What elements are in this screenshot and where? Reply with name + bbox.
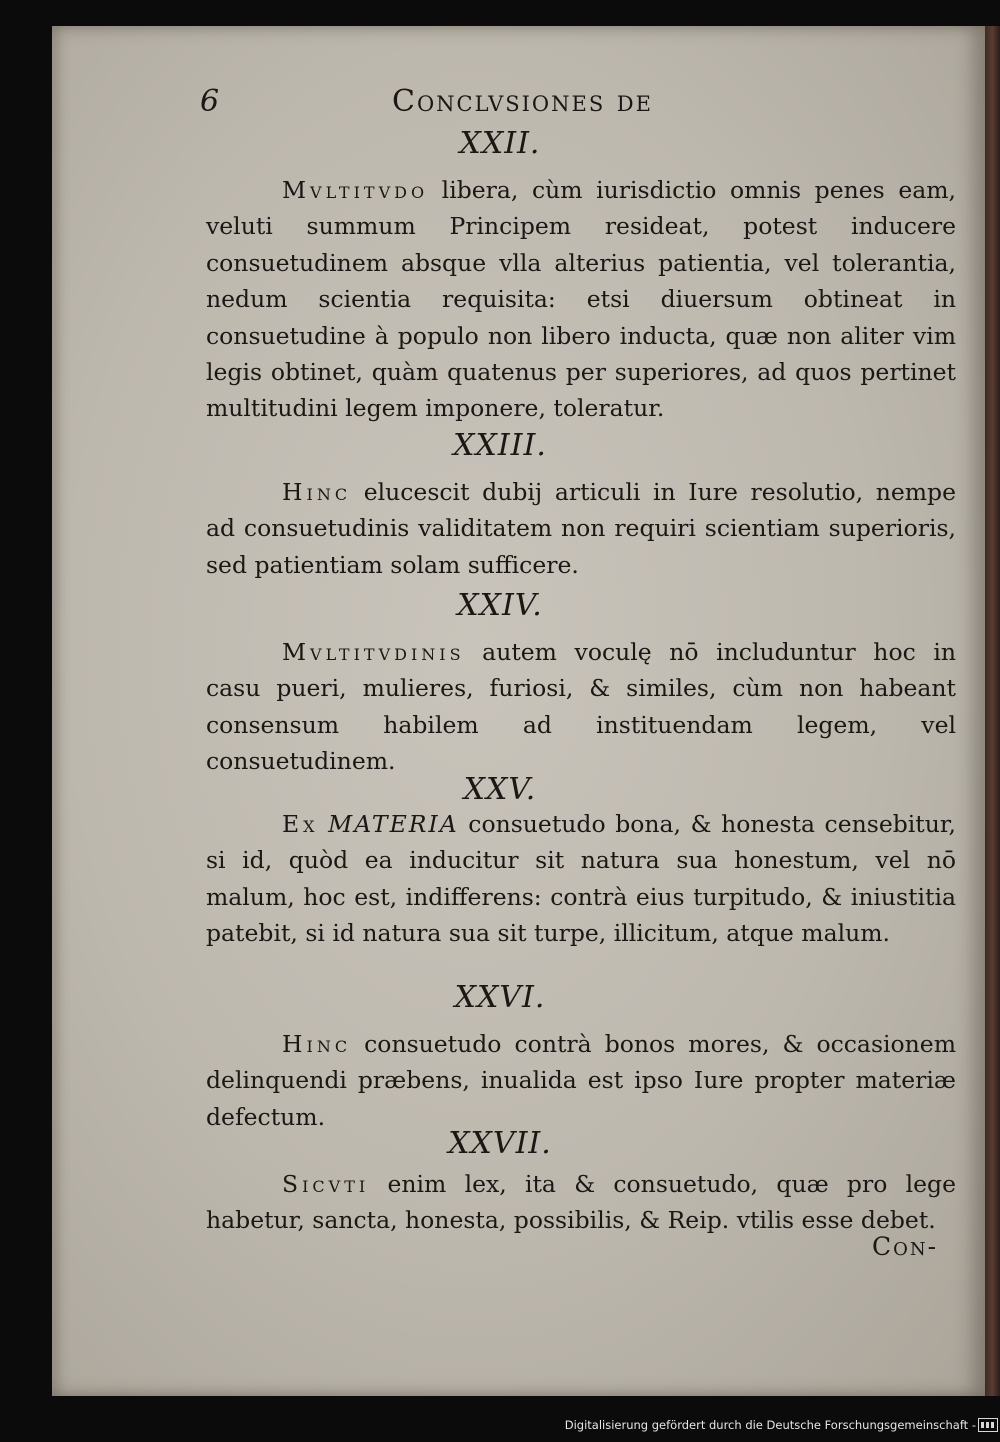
lead-word: Hinc bbox=[282, 478, 352, 506]
running-head: Conclvsiones de bbox=[392, 84, 653, 119]
section-heading: XXII. bbox=[459, 126, 541, 161]
section-paragraph bbox=[206, 474, 956, 583]
section-heading: XXV. bbox=[463, 772, 537, 807]
catchword: Con- bbox=[872, 1232, 939, 1261]
paragraph-text: libera, cùm iurisdictio omnis penes eam, veluti summum Principem resideat, potest inducere consuetudinem absque vlla alterius patientia, vel tolerantia, nedum scientia requisita: etsi diuersum obtineat in consuetudine à populo non libero inducta, quæ non aliter vim legis obtinet, quàm quatenus per superiores, ad quos pertinet multitudini legem imponere, toleratur. bbox=[206, 176, 956, 423]
lead-word: Ex bbox=[282, 810, 319, 838]
paragraph-text: enim lex, ita & consuetudo, quæ pro lege habetur, sancta, honesta, possibilis, & Reip. vtilis esse debet. bbox=[206, 1170, 956, 1235]
section-paragraph bbox=[206, 1166, 956, 1239]
section-paragraph bbox=[206, 806, 956, 952]
lead-word: Sicvti bbox=[282, 1170, 370, 1198]
lead-word: Mvltitvdo bbox=[282, 176, 429, 204]
digitization-credit: Digitalisierung gefördert durch die Deutsche Forschungsgemeinschaft - bbox=[564, 1418, 976, 1432]
section-heading: XXIII. bbox=[453, 428, 547, 463]
book-binding bbox=[985, 26, 1000, 1396]
paragraph-text: consuetudo bona, & honesta censebitur, si id, quòd ea inducitur sit natura sua honestum, vel nō malum, hoc est, indifferens: contrà eius turpitudo, & iniustitia patebit, si id natura sua sit turpe, illicitum, atque malum. bbox=[206, 810, 956, 948]
paragraph-text: elucescit dubij articuli in Iure resolutio, nempe ad consuetudinis validitatem non requiri scientiam superioris, sed patientiam solam sufficere. bbox=[206, 478, 956, 579]
section-paragraph bbox=[206, 1026, 956, 1135]
paragraph-text: autem voculę nō includuntur hoc in casu pueri, mulieres, furiosi, & similes, cùm non habeant consensum habilem ad instituendam legem, vel consuetudinem. bbox=[206, 638, 956, 776]
section-heading: XXVII. bbox=[448, 1126, 552, 1161]
section-paragraph bbox=[206, 172, 956, 427]
page-number: 6 bbox=[200, 84, 220, 119]
section-heading: XXVI. bbox=[454, 980, 546, 1015]
lead-word: Hinc bbox=[282, 1030, 352, 1058]
section-heading: XXIV. bbox=[457, 588, 543, 623]
dfg-logo-icon bbox=[978, 1418, 998, 1432]
paragraph-text: consuetudo contrà bonos mores, & occasionem delinquendi præbens, inualida est ipso Iure propter materiæ defectum. bbox=[206, 1030, 956, 1131]
lead-word: Mvltitvdinis bbox=[282, 638, 465, 666]
section-paragraph bbox=[206, 634, 956, 780]
emphasis-word: MATERIA bbox=[328, 810, 459, 838]
